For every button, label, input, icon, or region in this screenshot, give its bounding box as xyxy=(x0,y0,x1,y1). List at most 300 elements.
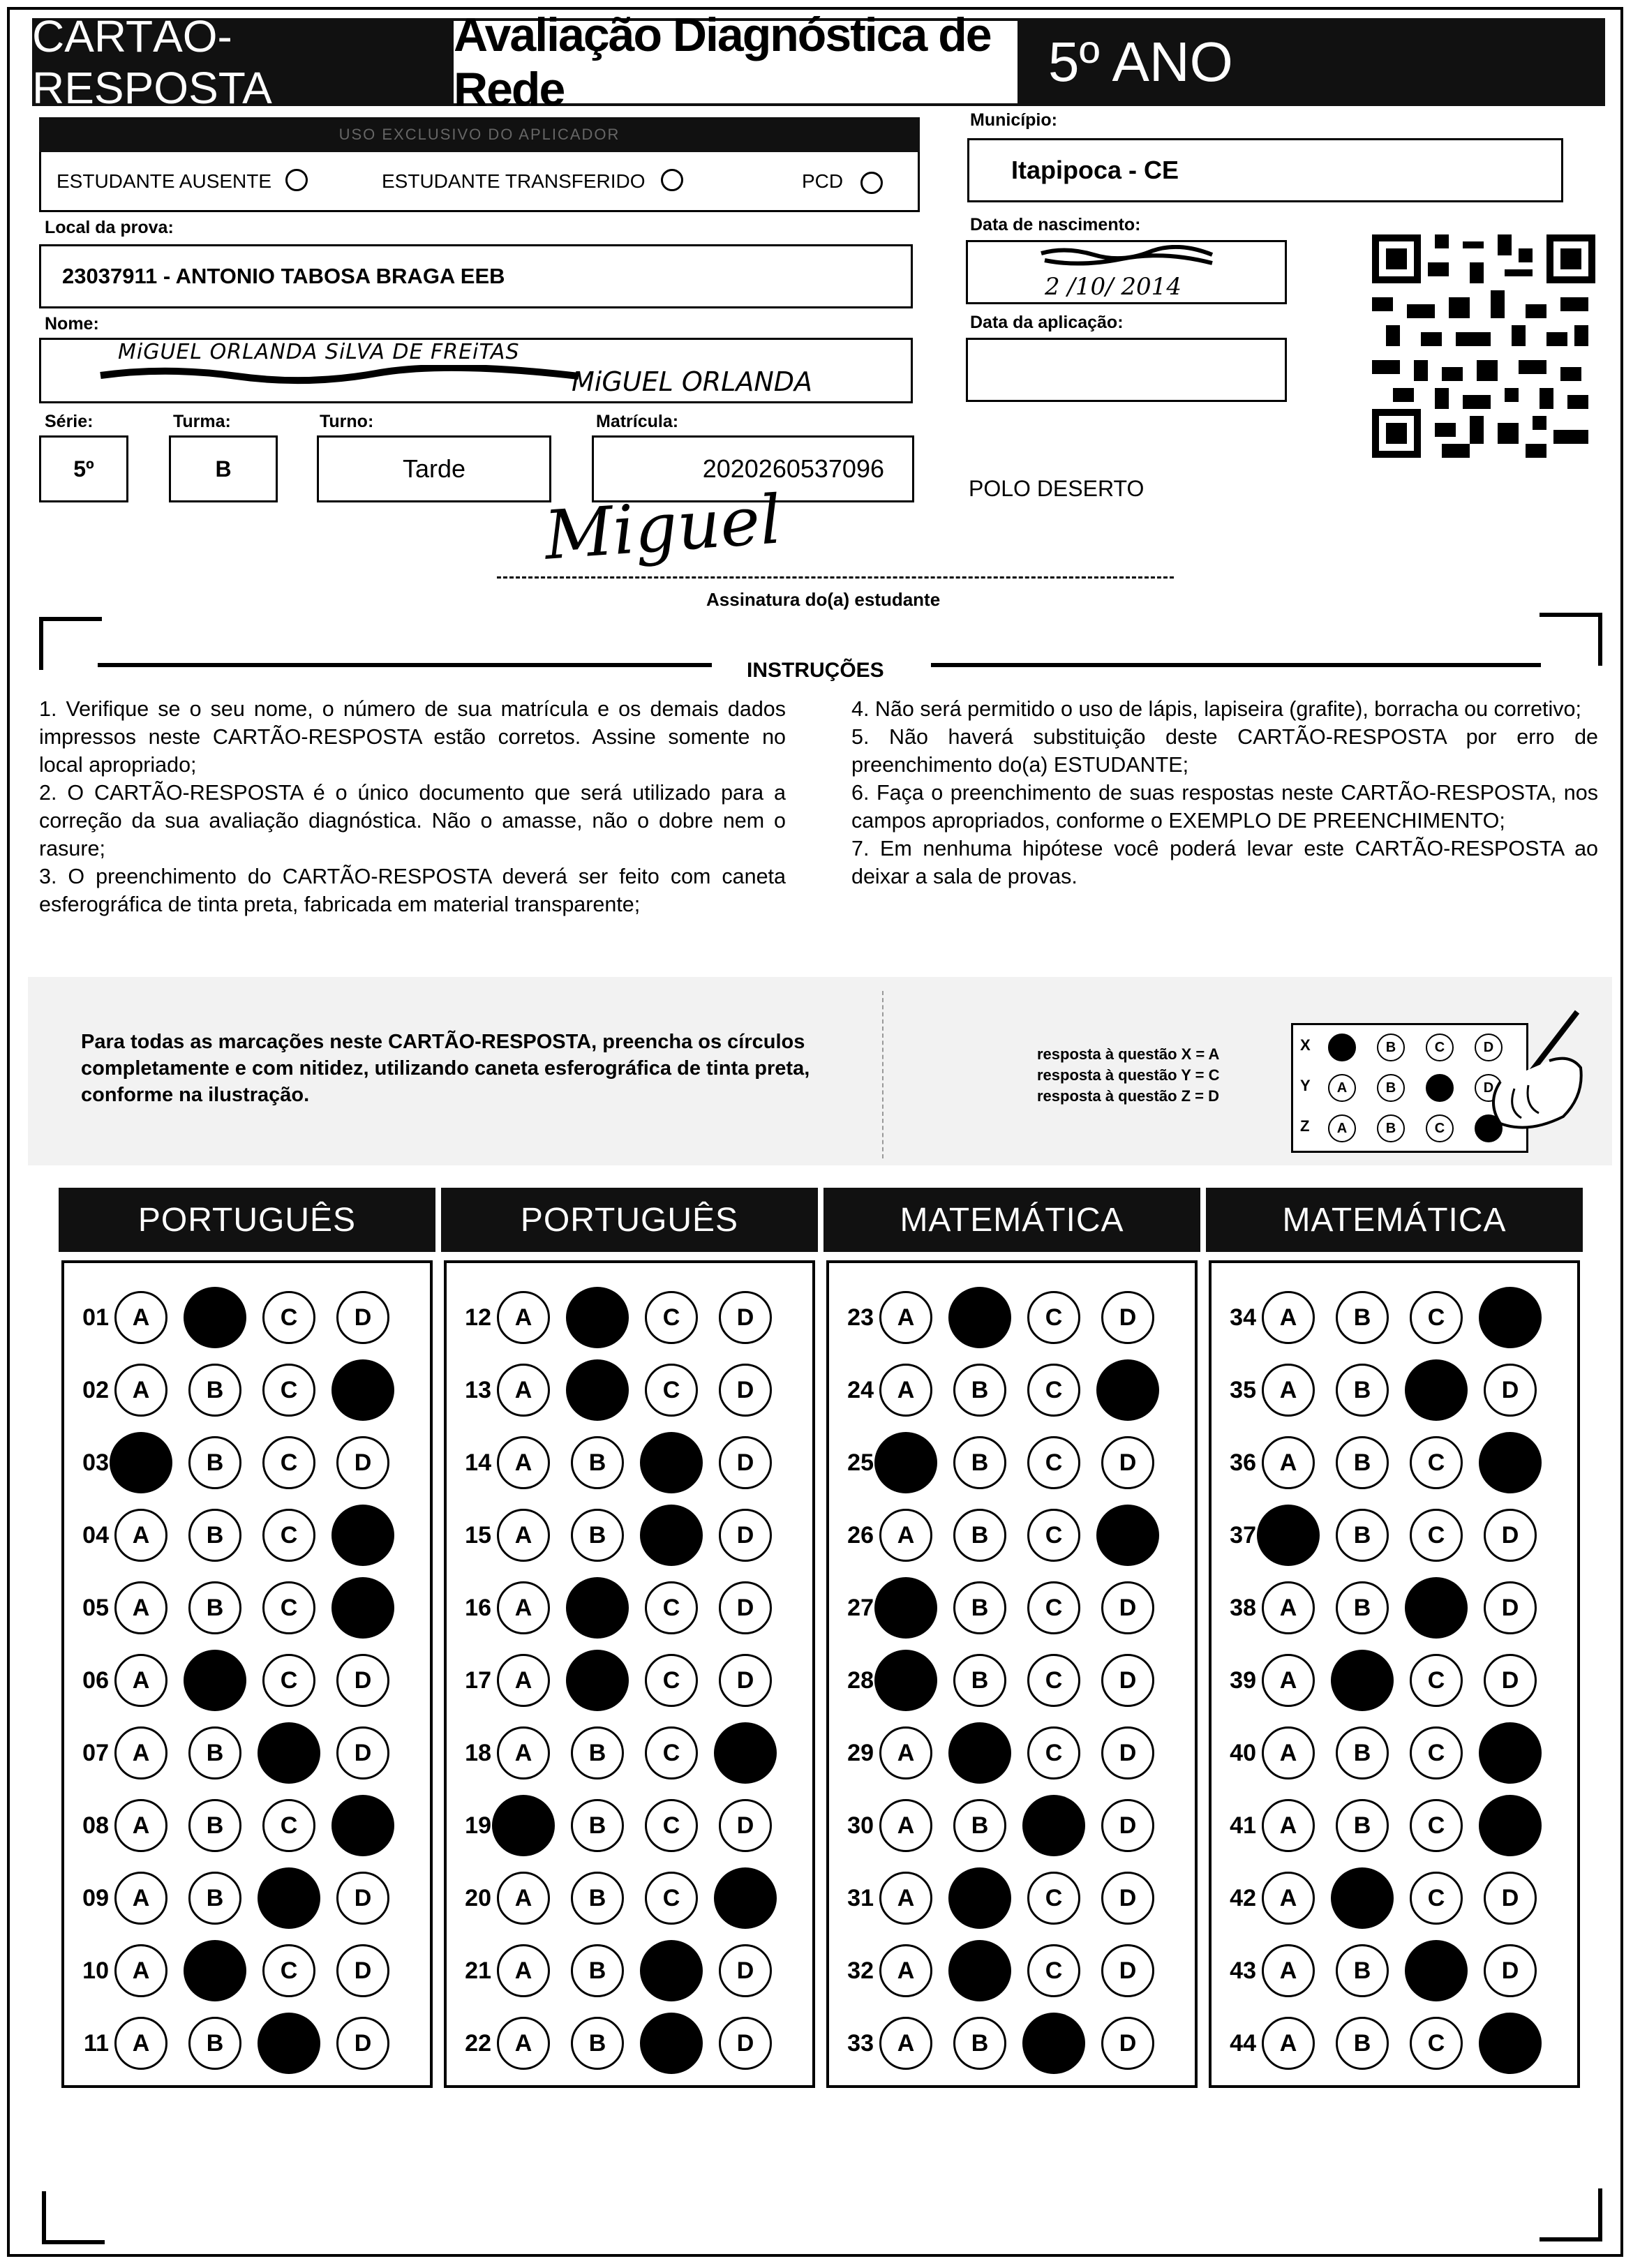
answer-bubble-b[interactable]: B xyxy=(1336,1799,1389,1852)
answer-bubble-b[interactable] xyxy=(948,1867,1011,1929)
question-number: 07 xyxy=(82,1739,109,1766)
answer-bubble-b[interactable]: B xyxy=(571,1436,624,1489)
name-label: Nome: xyxy=(45,314,99,334)
pcd-label: PCD xyxy=(802,170,844,192)
answer-bubble-b[interactable]: B xyxy=(571,1509,624,1562)
example-row-label: X xyxy=(1300,1036,1311,1054)
answer-bubble-c[interactable]: C xyxy=(1027,1944,1080,1997)
question-number: 43 xyxy=(1230,1957,1256,1984)
answer-bubble-c[interactable]: C xyxy=(1027,1872,1080,1925)
question-row xyxy=(832,1500,1175,1570)
answer-bubble-c[interactable]: C xyxy=(1027,1726,1080,1780)
answer-bubble-d[interactable]: D xyxy=(1484,1654,1537,1707)
answer-bubble-d[interactable]: D xyxy=(336,1291,389,1344)
answer-bubble-b[interactable]: B xyxy=(1336,2017,1389,2070)
pcd-checkbox[interactable] xyxy=(860,172,883,194)
question-row xyxy=(832,1573,1175,1643)
answer-bubble-d[interactable] xyxy=(714,1867,777,1929)
answer-bubble-a[interactable] xyxy=(492,1795,555,1856)
municipio-field xyxy=(967,138,1563,202)
answer-bubble-a[interactable]: A xyxy=(1262,1436,1315,1489)
answer-bubble-d[interactable]: D xyxy=(1101,1291,1154,1344)
answer-bubble-d[interactable] xyxy=(1096,1359,1159,1421)
question-number: 29 xyxy=(847,1739,874,1766)
question-number: 37 xyxy=(1230,1521,1256,1549)
answer-bubble-a[interactable]: A xyxy=(1262,1364,1315,1417)
instruction-item: 7. Em nenhuma hipótese você poderá levar este CARTÃO-RESPOSTA ao deixar a sala de provas. xyxy=(851,837,1598,888)
answer-bubble-a[interactable]: A xyxy=(879,1364,932,1417)
answer-bubble-a[interactable]: A xyxy=(114,1872,167,1925)
answer-bubble-d[interactable]: D xyxy=(719,2017,772,2070)
answer-bubble-a[interactable]: A xyxy=(879,1509,932,1562)
answer-bubble-c[interactable] xyxy=(1405,1577,1468,1639)
answer-bubble-b[interactable]: B xyxy=(953,1799,1006,1852)
answer-bubble-d[interactable] xyxy=(331,1505,394,1566)
answer-bubble-b[interactable] xyxy=(948,1287,1011,1348)
question-number: 12 xyxy=(465,1304,491,1331)
example-divider xyxy=(882,991,884,1158)
question-row xyxy=(1214,1573,1558,1643)
answer-bubble-b[interactable] xyxy=(1331,1867,1394,1929)
question-row xyxy=(832,1428,1175,1498)
answer-bubble-b[interactable] xyxy=(566,1287,629,1348)
answer-bubble-d[interactable] xyxy=(331,1577,394,1639)
instruction-item: 4. Não será permitido o uso de lápis, lapiseira (grafite), borracha ou corretivo; xyxy=(851,697,1581,721)
turno-value: Tarde xyxy=(402,454,466,483)
answer-bubble-a[interactable]: A xyxy=(879,2017,932,2070)
example-text: Para todas as marcações neste CARTÃO-RESPOSTA, preencha os círculos completamente e com nitidez, utilizando caneta esferográfica de tinta preta, conforme na ilustração. xyxy=(81,1031,810,1106)
answer-bubble-d[interactable] xyxy=(1096,1505,1159,1566)
answer-bubble-a[interactable]: A xyxy=(1262,1581,1315,1634)
example-row-label: Z xyxy=(1300,1117,1310,1135)
answer-bubble-a[interactable]: A xyxy=(497,1436,550,1489)
answer-bubble-c[interactable]: C xyxy=(262,1944,315,1997)
answer-bubble-d[interactable]: D xyxy=(719,1364,772,1417)
answer-bubble-b[interactable]: B xyxy=(188,1799,241,1852)
legend-item: resposta à questão X = A xyxy=(1037,1045,1220,1063)
answer-bubble-d[interactable] xyxy=(1479,1722,1542,1784)
answer-bubble-a[interactable]: A xyxy=(879,1726,932,1780)
answer-bubble-d[interactable]: D xyxy=(1484,1509,1537,1562)
instructions-rule xyxy=(98,663,712,667)
answer-bubble-d[interactable]: D xyxy=(336,1726,389,1780)
answer-bubble-d[interactable] xyxy=(331,1359,394,1421)
example-bubble: B xyxy=(1377,1074,1405,1102)
answer-bubble-c[interactable]: C xyxy=(645,1364,698,1417)
answer-bubble-d[interactable]: D xyxy=(719,1654,772,1707)
answer-bubble-a[interactable]: A xyxy=(497,1291,550,1344)
question-row xyxy=(67,1718,410,1788)
corner-mark xyxy=(1540,613,1602,617)
answer-bubble-c[interactable]: C xyxy=(1027,1364,1080,1417)
answer-bubble-a[interactable]: A xyxy=(114,1581,167,1634)
question-row xyxy=(449,2008,793,2078)
answer-bubble-b[interactable]: B xyxy=(571,1799,624,1852)
example-bubble: B xyxy=(1377,1114,1405,1142)
answer-bubble-b[interactable]: B xyxy=(953,1364,1006,1417)
application-date-field[interactable] xyxy=(966,338,1287,402)
answer-bubble-a[interactable]: A xyxy=(497,1509,550,1562)
answer-bubble-d[interactable]: D xyxy=(336,1944,389,1997)
answer-bubble-d[interactable]: D xyxy=(719,1291,772,1344)
answer-bubble-d[interactable] xyxy=(1479,1287,1542,1348)
answer-bubble-a[interactable]: A xyxy=(1262,1291,1315,1344)
question-number: 05 xyxy=(82,1594,109,1621)
answer-bubble-c[interactable]: C xyxy=(1410,1726,1463,1780)
answer-panel xyxy=(1209,1260,1580,2088)
answer-bubble-a[interactable]: A xyxy=(114,1799,167,1852)
answer-bubble-b[interactable]: B xyxy=(571,2017,624,2070)
answer-bubble-b[interactable]: B xyxy=(571,1944,624,1997)
answer-bubble-a[interactable]: A xyxy=(1262,1944,1315,1997)
answer-bubble-a[interactable]: A xyxy=(114,1944,167,1997)
answer-bubble-c[interactable]: C xyxy=(262,1581,315,1634)
answer-bubble-d[interactable]: D xyxy=(1484,1944,1537,1997)
answer-bubble-a[interactable]: A xyxy=(114,2017,167,2070)
example-bubble xyxy=(1328,1034,1356,1061)
answer-bubble-b[interactable] xyxy=(948,1722,1011,1784)
question-number: 18 xyxy=(465,1739,491,1766)
matricula-label: Matrícula: xyxy=(596,412,679,431)
answer-bubble-b[interactable]: B xyxy=(953,1581,1006,1634)
answer-bubble-c[interactable]: C xyxy=(262,1654,315,1707)
question-number: 10 xyxy=(82,1957,109,1984)
question-number: 30 xyxy=(847,1812,874,1839)
question-row xyxy=(449,1863,793,1933)
answer-bubble-d[interactable]: D xyxy=(1101,1726,1154,1780)
name-field xyxy=(39,338,913,403)
corner-mark xyxy=(1540,2237,1602,2241)
answer-bubble-b[interactable]: B xyxy=(1336,1364,1389,1417)
answer-bubble-d[interactable]: D xyxy=(719,1509,772,1562)
answer-bubble-c[interactable]: C xyxy=(1027,1581,1080,1634)
answer-bubble-b[interactable]: B xyxy=(1336,1944,1389,1997)
question-row xyxy=(1214,1500,1558,1570)
name-handwritten-2: MiGUEL ORLANDA xyxy=(572,366,813,397)
answer-bubble-d[interactable]: D xyxy=(1101,1436,1154,1489)
answer-bubble-d[interactable]: D xyxy=(1101,1581,1154,1634)
corner-mark xyxy=(39,617,43,670)
question-number: 40 xyxy=(1230,1739,1256,1766)
answer-bubble-d[interactable]: D xyxy=(336,1654,389,1707)
answer-bubble-b[interactable]: B xyxy=(188,1436,241,1489)
transferred-checkbox[interactable] xyxy=(661,169,683,191)
answer-bubble-a[interactable]: A xyxy=(497,1944,550,1997)
answer-bubble-d[interactable] xyxy=(1479,1432,1542,1493)
question-number: 20 xyxy=(465,1884,491,1911)
answer-bubble-b[interactable]: B xyxy=(188,2017,241,2070)
local-label: Local da prova: xyxy=(45,218,174,237)
answer-bubble-b[interactable]: B xyxy=(1336,1509,1389,1562)
answer-bubble-d[interactable]: D xyxy=(336,1872,389,1925)
birthdate-value: 2 /10/ 2014 xyxy=(1045,273,1181,301)
subject-header: MATEMÁTICA xyxy=(1206,1188,1583,1252)
question-number: 04 xyxy=(82,1521,109,1549)
answer-bubble-b[interactable]: B xyxy=(1336,1436,1389,1489)
subject-header: PORTUGUÊS xyxy=(441,1188,818,1252)
question-row xyxy=(832,1355,1175,1425)
grade-title: 5º ANO xyxy=(1020,18,1605,106)
answer-bubble-b[interactable] xyxy=(566,1650,629,1711)
answer-bubble-d[interactable]: D xyxy=(719,1436,772,1489)
corner-mark xyxy=(42,2191,46,2244)
answer-bubble-a[interactable]: A xyxy=(114,1726,167,1780)
answer-bubble-b[interactable]: B xyxy=(571,1726,624,1780)
answer-bubble-a[interactable]: A xyxy=(1262,1726,1315,1780)
question-number: 02 xyxy=(82,1376,109,1403)
answer-bubble-c[interactable]: C xyxy=(1410,1436,1463,1489)
answer-bubble-d[interactable] xyxy=(331,1795,394,1856)
qr-code xyxy=(1372,234,1595,458)
question-row xyxy=(832,1646,1175,1715)
answer-bubble-a[interactable]: A xyxy=(497,2017,550,2070)
answer-bubble-a[interactable] xyxy=(874,1432,937,1493)
question-row xyxy=(832,1718,1175,1788)
answer-bubble-d[interactable]: D xyxy=(719,1799,772,1852)
question-number: 33 xyxy=(847,2029,874,2057)
example-bubble: D xyxy=(1475,1074,1503,1102)
question-row xyxy=(1214,1791,1558,1860)
answer-bubble-a[interactable]: A xyxy=(497,1364,550,1417)
question-number: 31 xyxy=(847,1884,874,1911)
answer-bubble-d[interactable] xyxy=(714,1722,777,1784)
answer-panel xyxy=(826,1260,1198,2088)
example-bubble: A xyxy=(1328,1114,1356,1142)
answer-bubble-b[interactable] xyxy=(184,1940,246,2001)
answer-bubble-c[interactable]: C xyxy=(1027,1436,1080,1489)
corner-mark xyxy=(39,617,102,621)
answer-bubble-c[interactable]: C xyxy=(1410,1799,1463,1852)
answer-bubble-a[interactable]: A xyxy=(1262,1799,1315,1852)
serie-label: Série: xyxy=(45,412,94,431)
answer-bubble-b[interactable]: B xyxy=(1336,1291,1389,1344)
answer-bubble-d[interactable]: D xyxy=(1484,1364,1537,1417)
absent-checkbox[interactable] xyxy=(285,169,308,191)
example-bubble xyxy=(1426,1074,1454,1102)
answer-panel xyxy=(61,1260,433,2088)
answer-bubble-a[interactable] xyxy=(1257,1505,1320,1566)
instruction-item: 1. Verifique se o seu nome, o número de sua matrícula e os demais dados impressos neste CARTÃO-RESPOSTA estão corretos. Assine somente no local apropriado; xyxy=(39,697,786,777)
example-row-label: Y xyxy=(1300,1077,1311,1094)
answer-bubble-c[interactable]: C xyxy=(1027,1654,1080,1707)
municipio-label: Município: xyxy=(970,110,1057,130)
question-number: 01 xyxy=(82,1304,109,1331)
question-row xyxy=(1214,1863,1558,1933)
instructions-rule xyxy=(931,663,1541,667)
applicator-bar: USO EXCLUSIVO DO APLICADOR xyxy=(39,117,920,152)
example-bubble: C xyxy=(1426,1034,1454,1061)
instruction-item: 5. Não haverá substituição deste CARTÃO-RESPOSTA por erro de preenchimento do(a) ESTUDANTE; xyxy=(851,725,1598,777)
question-row xyxy=(449,1646,793,1715)
answer-bubble-b[interactable] xyxy=(1331,1650,1394,1711)
answer-bubble-c[interactable]: C xyxy=(1027,1509,1080,1562)
question-number: 21 xyxy=(465,1957,491,1984)
answer-bubble-b[interactable]: B xyxy=(188,1726,241,1780)
answer-bubble-d[interactable]: D xyxy=(1484,1581,1537,1634)
answer-bubble-c[interactable] xyxy=(258,1722,320,1784)
question-row xyxy=(832,1863,1175,1933)
question-row xyxy=(832,1936,1175,2006)
answer-bubble-a[interactable]: A xyxy=(879,1799,932,1852)
answer-bubble-d[interactable]: D xyxy=(1101,1944,1154,1997)
answer-bubble-d[interactable]: D xyxy=(1101,2017,1154,2070)
question-number: 32 xyxy=(847,1957,874,1984)
question-number: 14 xyxy=(465,1449,491,1476)
instructions-right xyxy=(851,695,1598,890)
answer-bubble-c[interactable]: C xyxy=(1027,1291,1080,1344)
answer-bubble-a[interactable]: A xyxy=(1262,2017,1315,2070)
application-date-label: Data da aplicação: xyxy=(970,313,1124,332)
question-number: 42 xyxy=(1230,1884,1256,1911)
birthdate-field xyxy=(966,240,1287,304)
answer-bubble-b[interactable] xyxy=(948,1940,1011,2001)
answer-bubble-c[interactable]: C xyxy=(262,1799,315,1852)
turma-field xyxy=(169,435,278,502)
answer-bubble-a[interactable] xyxy=(110,1432,172,1493)
turno-field xyxy=(317,435,551,502)
card-title: CARTÃO-RESPOSTA xyxy=(32,18,451,106)
question-row xyxy=(67,1355,410,1425)
answer-bubble-c[interactable] xyxy=(1022,2013,1085,2074)
answer-bubble-a[interactable]: A xyxy=(114,1291,167,1344)
answer-bubble-c[interactable]: C xyxy=(645,1291,698,1344)
answer-bubble-b[interactable]: B xyxy=(188,1872,241,1925)
question-number: 08 xyxy=(82,1812,109,1839)
question-row xyxy=(449,1428,793,1498)
question-row xyxy=(832,1791,1175,1860)
example-bubble: B xyxy=(1377,1034,1405,1061)
question-number: 23 xyxy=(847,1304,874,1331)
answer-bubble-d[interactable]: D xyxy=(719,1581,772,1634)
example-bubble: C xyxy=(1426,1114,1454,1142)
question-row xyxy=(449,1283,793,1352)
name-handwritten-1: MiGUEL ORLANDA SiLVA DE FREiTAS xyxy=(118,340,520,364)
answer-bubble-a[interactable]: A xyxy=(879,1291,932,1344)
signature-label: Assinatura do(a) estudante xyxy=(706,589,941,610)
turma-label: Turma: xyxy=(173,412,231,431)
answer-bubble-c[interactable] xyxy=(258,2013,320,2074)
answer-bubble-b[interactable]: B xyxy=(571,1872,624,1925)
answer-bubble-a[interactable]: A xyxy=(1262,1654,1315,1707)
answer-bubble-b[interactable]: B xyxy=(953,1654,1006,1707)
answer-panel xyxy=(444,1260,815,2088)
answer-bubble-c[interactable]: C xyxy=(1410,1509,1463,1562)
answer-bubble-b[interactable] xyxy=(184,1650,246,1711)
answer-bubble-c[interactable] xyxy=(1022,1795,1085,1856)
answer-bubble-d[interactable]: D xyxy=(1101,1799,1154,1852)
answer-bubble-d[interactable]: D xyxy=(1484,1872,1537,1925)
answer-bubble-c[interactable] xyxy=(640,1505,703,1566)
answer-bubble-b[interactable]: B xyxy=(188,1581,241,1634)
question-row xyxy=(67,1500,410,1570)
question-number: 34 xyxy=(1230,1304,1256,1331)
answer-bubble-c[interactable]: C xyxy=(1410,2017,1463,2070)
answer-bubble-a[interactable] xyxy=(874,1577,937,1639)
question-number: 06 xyxy=(82,1666,109,1694)
answer-bubble-c[interactable] xyxy=(640,2013,703,2074)
answer-bubble-b[interactable] xyxy=(566,1359,629,1421)
answer-bubble-a[interactable]: A xyxy=(497,1726,550,1780)
answer-bubble-b[interactable]: B xyxy=(188,1509,241,1562)
answer-bubble-c[interactable]: C xyxy=(1410,1872,1463,1925)
question-number: 17 xyxy=(465,1666,491,1694)
polo-label: POLO DESERTO xyxy=(969,476,1145,501)
answer-bubble-d[interactable] xyxy=(1479,2013,1542,2074)
question-row xyxy=(67,2008,410,2078)
answer-bubble-c[interactable]: C xyxy=(262,1436,315,1489)
answer-bubble-a[interactable]: A xyxy=(1262,1872,1315,1925)
answer-bubble-c[interactable]: C xyxy=(1410,1291,1463,1344)
answer-bubble-b[interactable]: B xyxy=(1336,1581,1389,1634)
corner-mark xyxy=(1598,613,1602,666)
answer-bubble-a[interactable]: A xyxy=(879,1944,932,1997)
question-row xyxy=(832,1283,1175,1352)
answer-bubble-c[interactable] xyxy=(640,1940,703,2001)
answer-bubble-d[interactable]: D xyxy=(336,1436,389,1489)
question-number: 09 xyxy=(82,1884,109,1911)
answer-bubble-b[interactable] xyxy=(184,1287,246,1348)
answer-bubble-c[interactable]: C xyxy=(645,1581,698,1634)
answer-bubble-d[interactable]: D xyxy=(336,2017,389,2070)
answer-bubble-c[interactable]: C xyxy=(645,1654,698,1707)
instruction-item: 2. O CARTÃO-RESPOSTA é o único documento que será utilizado para a correção da sua avaliação diagnóstica. Não o amasse, não o dobre nem o rasure; xyxy=(39,781,786,860)
answer-bubble-d[interactable]: D xyxy=(719,1944,772,1997)
answer-bubble-b[interactable]: B xyxy=(188,1364,241,1417)
answer-bubble-c[interactable]: C xyxy=(645,1872,698,1925)
answer-bubble-a[interactable] xyxy=(874,1650,937,1711)
answer-bubble-c[interactable]: C xyxy=(645,1799,698,1852)
answer-bubble-b[interactable]: B xyxy=(953,1509,1006,1562)
question-row xyxy=(67,1283,410,1352)
answer-bubble-b[interactable]: B xyxy=(953,1436,1006,1489)
answer-bubble-d[interactable] xyxy=(1479,1795,1542,1856)
answer-bubble-c[interactable] xyxy=(1405,1940,1468,2001)
transferred-label: ESTUDANTE TRANSFERIDO xyxy=(382,170,646,192)
answer-bubble-a[interactable]: A xyxy=(114,1654,167,1707)
example-panel xyxy=(28,977,1612,1165)
answer-bubble-c[interactable]: C xyxy=(262,1509,315,1562)
answer-bubble-a[interactable]: A xyxy=(879,1872,932,1925)
answer-bubble-a[interactable]: A xyxy=(497,1654,550,1707)
answer-bubble-c[interactable] xyxy=(1405,1359,1468,1421)
answer-bubble-b[interactable]: B xyxy=(953,2017,1006,2070)
answer-bubble-b[interactable] xyxy=(566,1577,629,1639)
answer-bubble-c[interactable]: C xyxy=(645,1726,698,1780)
scribble-redaction xyxy=(1038,245,1219,273)
question-row xyxy=(67,1646,410,1715)
student-signature: Miguel xyxy=(542,480,784,575)
answer-bubble-c[interactable] xyxy=(258,1867,320,1929)
question-number: 28 xyxy=(847,1666,874,1694)
answer-bubble-c[interactable]: C xyxy=(1410,1654,1463,1707)
question-number: 03 xyxy=(82,1449,109,1476)
question-number: 25 xyxy=(847,1449,874,1476)
answer-bubble-d[interactable]: D xyxy=(1101,1872,1154,1925)
question-row xyxy=(67,1936,410,2006)
answer-bubble-b[interactable]: B xyxy=(1336,1726,1389,1780)
answer-bubble-c[interactable]: C xyxy=(262,1291,315,1344)
answer-bubble-a[interactable]: A xyxy=(497,1581,550,1634)
answer-bubble-a[interactable]: A xyxy=(497,1872,550,1925)
answer-bubble-c[interactable] xyxy=(640,1432,703,1493)
question-number: 38 xyxy=(1230,1594,1256,1621)
answer-bubble-d[interactable]: D xyxy=(1101,1654,1154,1707)
answer-bubble-c[interactable]: C xyxy=(262,1364,315,1417)
hand-pen-icon xyxy=(1459,998,1598,1137)
answer-bubble-a[interactable]: A xyxy=(114,1364,167,1417)
local-value: 23037911 - ANTONIO TABOSA BRAGA EEB xyxy=(62,264,505,288)
answer-bubble-a[interactable]: A xyxy=(114,1509,167,1562)
